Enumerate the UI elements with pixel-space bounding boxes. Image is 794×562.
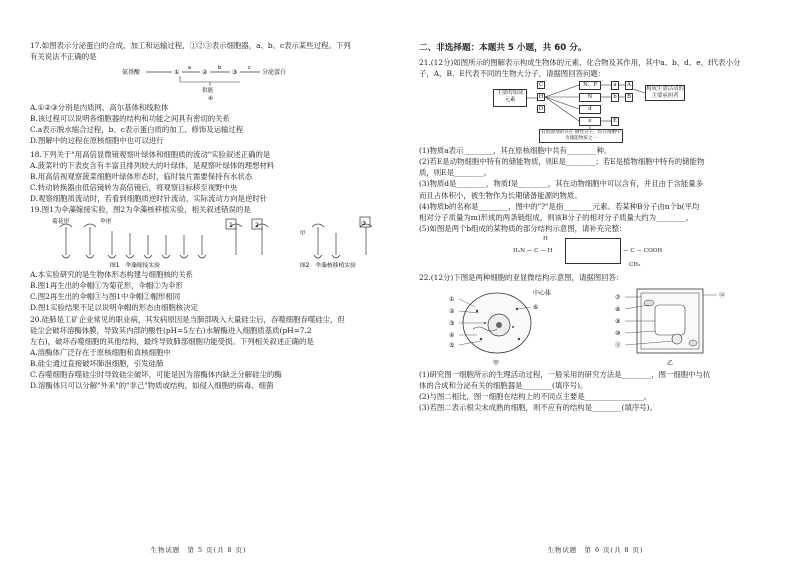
q22-n2: ② bbox=[449, 308, 455, 316]
q19-option-d: D.图1实验结果不足以说明伞帽的形态由细胞核决定 bbox=[30, 303, 198, 313]
q21-np: N、P bbox=[579, 81, 601, 90]
q22-caption-2: 乙 bbox=[667, 360, 674, 368]
q21-diagram bbox=[419, 79, 774, 145]
q21-B: B bbox=[625, 93, 633, 102]
question-21 bbox=[419, 57, 774, 272]
q20-stem-line: 硅尘会破坏溶酶体膜，导致其内部的酸性(pH=5左右)水解酶进入细胞质基质(pH=7.2 bbox=[30, 325, 312, 335]
q20-option-c: C.吞噬细胞吞噬硅尘时导致硅尘破坏，可能是因为溶酶体内缺乏分解硅尘的酶 bbox=[30, 369, 282, 379]
q22-n5: ⑤ bbox=[449, 342, 455, 350]
q20-option-a: A.溶酶体广泛存在于原核细胞和真核细胞中 bbox=[30, 347, 171, 357]
q19-option-b: B.图1再生出的伞帽①为菊花形，伞帽②为伞形 bbox=[30, 281, 183, 291]
q19-box-a: 甲 bbox=[300, 231, 306, 238]
q22-n12: ⑫ bbox=[719, 292, 726, 300]
q22-n1: ① bbox=[449, 296, 455, 304]
q19-option-c: C.图2再生出的伞帽③与图1中伞帽②帽形相同 bbox=[30, 292, 181, 302]
q19-caption-2: 图2 伞藻核移植实验 bbox=[300, 263, 356, 270]
q21-line-3: 质，则E是________。 bbox=[419, 168, 491, 178]
q19-option-a: A.本实验研究的是生物体形态构建与细胞核的关系 bbox=[30, 270, 193, 280]
q21-function-box: 构成生命活动的主要承担者 bbox=[646, 86, 684, 100]
q22-line-1: (1)研究图一细胞所示的生理活动过程，一般采用的研究方法是________，图一细胞中与抗 bbox=[419, 370, 711, 380]
question-22 bbox=[419, 272, 774, 413]
q21-b: b bbox=[611, 93, 619, 102]
q22-n7: ⑦ bbox=[615, 294, 621, 302]
q21-d: d bbox=[579, 105, 601, 114]
q19-stem: 19.图1为伞藻嫁接实验，图2为伞藻核移植实验，相关叙述错误的是 bbox=[30, 205, 251, 215]
q21-line-7: 相对分子质量为m)形成的两条链组成，则该B分子的相对分子质量大约为________。 bbox=[419, 212, 693, 222]
question-19 bbox=[30, 204, 383, 313]
q20-stem-line: 20.硅肺是工矿企业常见的职业病，其发病原因是当肺部吸入大量硅尘后，吞噬细胞吞噬硅尘，但 bbox=[30, 314, 345, 324]
q17-option-c: C.a表示脱水缩合过程，b、c表示蛋白质的加工、修饰及运输过程 bbox=[30, 125, 244, 135]
q17-option-b: B.该过程可以说明各细胞器的结构和功能之间具有密切的关系 bbox=[30, 114, 230, 124]
q17-option-a: A.①②③分别是内质网、高尔基体和线粒体 bbox=[30, 103, 169, 113]
q21-line-5: 而且占体积小，被生物作为长期储备能源的物质。 bbox=[419, 190, 582, 200]
q17-c3: ③ bbox=[232, 69, 238, 77]
q19-label-right: 伞形 bbox=[100, 219, 112, 226]
q17-supply: 供能 bbox=[202, 88, 214, 95]
q20-option-d: D.溶酶体只可以分解"外来"的"非己"物质或结构，如侵入细胞的病毒、细菌 bbox=[30, 381, 274, 391]
q19-box2: 2 bbox=[255, 222, 259, 230]
q21-line-1: (1)物质a表示________，其在原核细胞中共有________种。 bbox=[419, 146, 612, 156]
q18-option-a: A.菠菜叶的下表皮含有丰富且排列较大的叶绿体，是观察叶绿体的理想材料 bbox=[30, 160, 275, 170]
q21-line-8: (5)如图是两个b组成的某物质的部分结构示意图，请补充完整： bbox=[419, 223, 627, 233]
q17-c1: ① bbox=[174, 69, 180, 77]
q22-n4: ④ bbox=[449, 332, 455, 340]
q17-c4: ④ bbox=[208, 96, 214, 103]
page-footer: 生物试题 第 6 页(共 8 页) bbox=[547, 546, 644, 554]
q21-formula-h-top: H bbox=[543, 235, 548, 242]
page-footer: 生物试题 第 5 页(共 8 页) bbox=[150, 546, 247, 554]
section-heading: 二、非选择题：本题共 5 小题，共 60 分。 bbox=[419, 43, 587, 53]
q21-e: e bbox=[579, 117, 601, 126]
q17-end: 分泌蛋白 bbox=[262, 69, 287, 77]
q17-arrow-b: b bbox=[218, 65, 222, 72]
q21-formula bbox=[419, 234, 774, 272]
q20-stem-line: 左右)，破坏吞噬细胞的其他结构，最终导致肺部细胞功能受损。下列相关叙述正确的是 bbox=[30, 336, 314, 346]
question-17 bbox=[30, 40, 383, 147]
q22-stem: 22.(12分)下图是两种细胞的亚显微结构示意图，请据图回答： bbox=[419, 272, 624, 282]
q18-stem: 18.下列关于"用高倍显微镜观察叶绿体和细胞质的流动"实验叙述正确的是 bbox=[30, 149, 271, 159]
q21-n: N bbox=[579, 93, 601, 102]
q21-bottom-box: 有机溶剂的存在 极性分子，均在细胞中为储能物质之一 bbox=[539, 129, 623, 143]
q19-box1: 1 bbox=[229, 222, 233, 230]
q17-option-d: D.图解中的过程在原核细胞中也可以进行 bbox=[30, 136, 164, 146]
q22-line-4: (3)若图二表示根尖未成熟的细胞，则不应有的结构是________(填序号)。 bbox=[419, 403, 657, 413]
q18-option-b: B.用高倍视观察菠菜细胞叶绿体形态时，临时装片需要保持有水状态 bbox=[30, 171, 253, 181]
q21-a: a bbox=[611, 81, 619, 90]
q21-line-6: (4)物质b的名称是________，图中的"?"是指________元素。若某种B分子由n个b(平均 bbox=[419, 201, 700, 211]
question-18 bbox=[30, 149, 383, 204]
q22-n6: ⑥ bbox=[533, 304, 539, 312]
q22-line-2: 体的合成和分泌有关的细胞器是________(填序号)。 bbox=[419, 381, 588, 391]
q20-option-b: B.硅尘通过直接破坏肺泡细胞，引发硅肺 bbox=[30, 358, 164, 368]
q21-formula-right: — C — COOH bbox=[623, 247, 663, 254]
q22-n3: ③ bbox=[449, 320, 455, 328]
q19-label-left: 菊花形 bbox=[52, 219, 70, 226]
q21-formula-blank-box bbox=[565, 238, 621, 264]
q22-n11: ⑪ bbox=[615, 342, 622, 350]
q17-arrow-a: a bbox=[188, 65, 192, 72]
q17-diagram bbox=[30, 62, 383, 102]
q21-stem-line: 子，A、B、E代表不同的生物大分子，请据图回答问题： bbox=[419, 69, 606, 79]
q19-caption-1: 图1 伞藻嫁接实验 bbox=[110, 263, 161, 270]
q17-start: 氨基酸 bbox=[122, 69, 141, 77]
q21-o: O bbox=[538, 106, 544, 113]
q22-n9: ⑨ bbox=[615, 318, 621, 326]
q22-n10: ⑩ bbox=[615, 330, 621, 338]
q22-figure bbox=[419, 283, 774, 369]
q21-line-2: (2)若E是动物细胞中特有的储能物质，则E是________；若E是植物细胞中特有的储能物 bbox=[419, 157, 705, 167]
q22-caption-1: 甲 bbox=[493, 360, 500, 368]
q21-formula-left: H₂N — C — H bbox=[513, 247, 553, 254]
q22-n8: ⑧ bbox=[615, 306, 621, 314]
page-6 bbox=[397, 0, 794, 562]
q17-arrow-c: c bbox=[248, 65, 251, 72]
question-20 bbox=[30, 314, 383, 392]
q21-elements-box: 主要的组成元素 bbox=[493, 89, 527, 107]
q17-c2: ② bbox=[202, 69, 208, 77]
q21-E: E bbox=[611, 117, 619, 126]
q17-stem-line: 17.如图表示分泌蛋白的合成、加工和运输过程，①②③表示细胞器，a、b、c表示某些过程。下列 bbox=[30, 41, 351, 50]
q21-formula-ch3: CH₃ bbox=[629, 261, 641, 268]
q19-figure bbox=[30, 215, 383, 269]
q21-line-4: (3)物质d是________，物质f是________，其在动物细胞中可以含有，并且由于含能量多 bbox=[419, 179, 704, 189]
q19-box3: ③ bbox=[361, 220, 367, 228]
q22-line-3: (2)与图二相比，图一细胞在结构上的不同点主要是________________。 bbox=[419, 392, 652, 402]
q18-option-d: D.观察细胞质流动时，若看到细胞质逆时针流动，实际流动方向是逆时针 bbox=[30, 193, 268, 203]
q21-A: A bbox=[625, 81, 633, 90]
q21-stem-line: 21.(12分)如图所示的图解表示构成生物体的元素、化合物及其作用，其中a、b、d、e、f代表小分 bbox=[419, 58, 741, 67]
q17-stem-line: 有关说法不正确的是 bbox=[30, 52, 97, 62]
q21-c: C bbox=[538, 82, 544, 89]
q18-option-c: C.转动转换器由低倍镜转为高倍镜后，将观察目标移至视野中央 bbox=[30, 182, 238, 192]
q22-centriole: 中心体 bbox=[533, 290, 552, 298]
q21-h: H bbox=[538, 94, 544, 101]
